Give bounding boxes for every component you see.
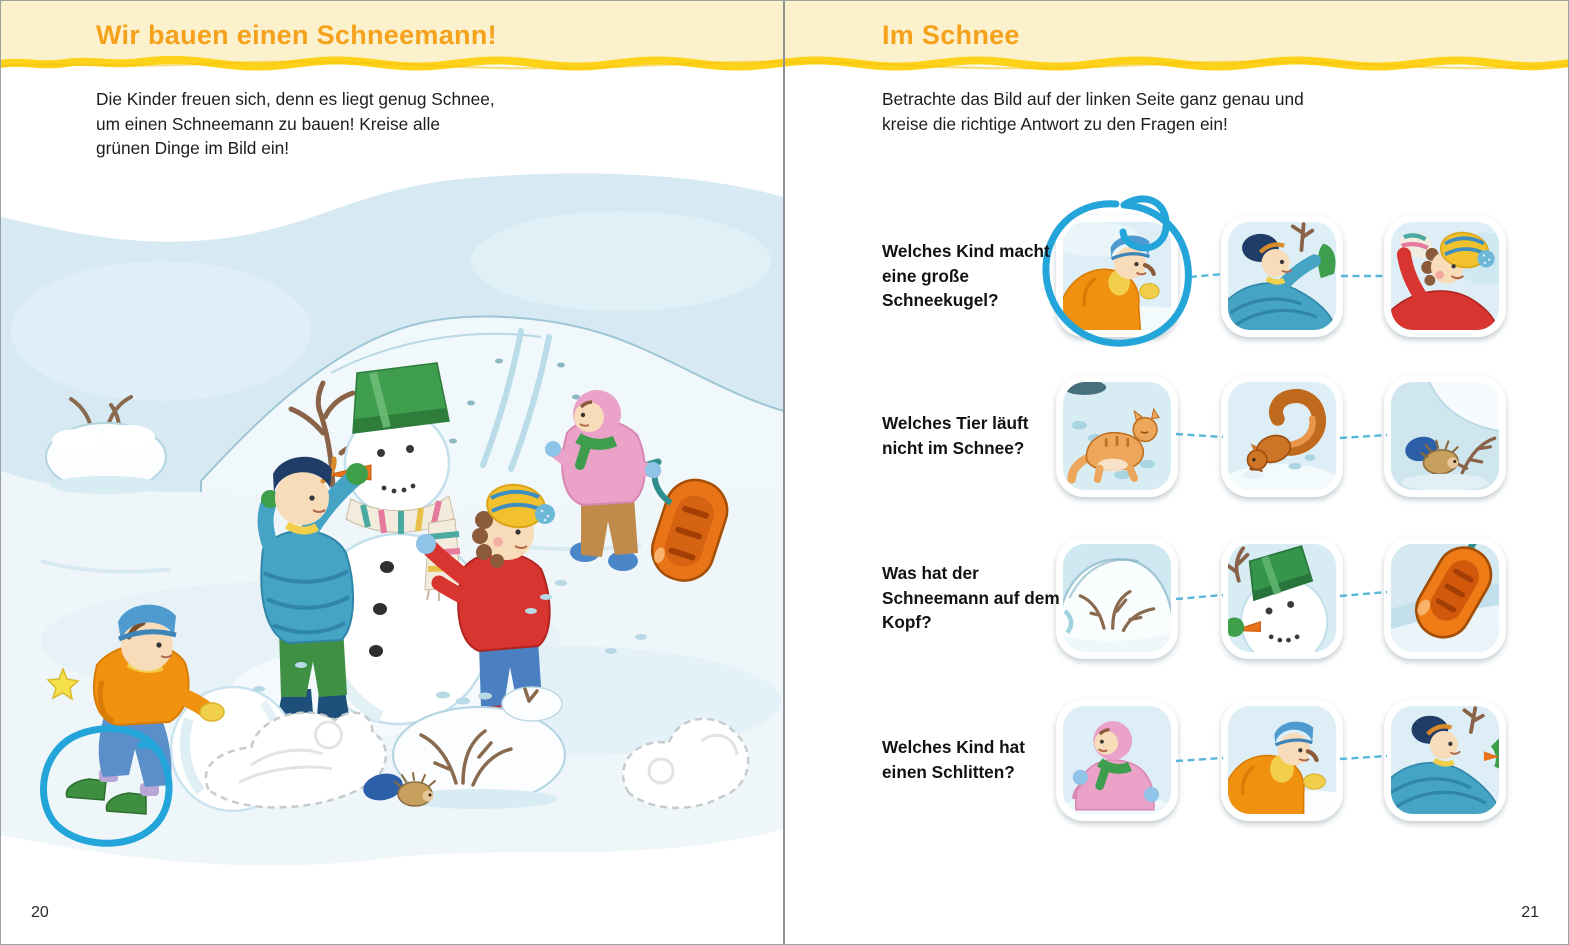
right-page [786, 1, 1569, 945]
right-page-number: 21 [1521, 904, 1539, 921]
left-page-intro: Die Kinder freuen sich, denn es liegt genug Schnee, um einen Schneemann zu bauen! Kreise alle grünen Dinge im Bild ein! [96, 89, 495, 159]
right-page-intro: Betrachte das Bild auf der linken Seite ganz genau und kreise die richtige Antwort zu den Fragen ein! [882, 89, 1304, 134]
option-tile-q2-cat [1056, 375, 1178, 497]
option-tile-q1-boy-blue [1221, 215, 1343, 337]
option-tile-q3-sled [1384, 537, 1506, 659]
right-page-title: Im Schnee [882, 20, 1020, 50]
option-tile-q2-hedgehog [1384, 375, 1506, 497]
option-tile-q4-child-orange [1221, 699, 1343, 821]
option-tile-q4-boy-blue [1384, 699, 1506, 821]
option-tile-q3-snowman-bucket [1221, 537, 1343, 659]
option-tile-q2-squirrel [1221, 375, 1343, 497]
option-tile-q4-girl-pink [1056, 699, 1178, 821]
option-tile-q3-bush [1056, 537, 1178, 659]
left-page-number: 20 [31, 904, 49, 921]
question-2: Welches Tier läuft nicht im Schnee? [882, 413, 1029, 458]
question-1: Welches Kind macht eine große Schneekugel? [882, 241, 1050, 310]
page-gutter [783, 1, 785, 945]
option-tile-q1-child-orange [1056, 215, 1178, 337]
left-page [1, 1, 784, 945]
question-4: Welches Kind hat einen Schlitten? [882, 737, 1025, 782]
left-page-title: Wir bauen einen Schneemann! [96, 20, 497, 50]
option-tile-q1-girl-red [1384, 215, 1506, 337]
question-3: Was hat der Schneemann auf dem Kopf? [882, 563, 1060, 632]
